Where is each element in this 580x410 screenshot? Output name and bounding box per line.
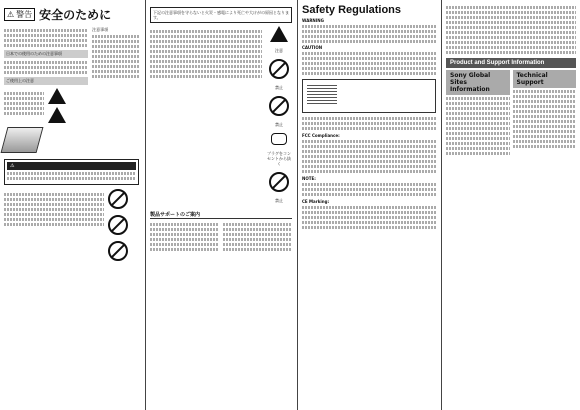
prohibition-icon: [269, 96, 289, 116]
prohibition-icon: [108, 215, 128, 235]
ce-heading: CE Marking:: [302, 199, 330, 204]
side-heading: 注意事項: [92, 27, 109, 32]
warning-triangle-icon: [48, 88, 66, 104]
product-support-title: Product and Support Information: [446, 58, 576, 68]
prohibited-label: 禁止: [275, 198, 283, 203]
fcc-section: [302, 133, 436, 173]
page-2: [146, 0, 296, 410]
warning-label: WARNING: [302, 18, 324, 23]
prohibition-icon: [108, 189, 128, 209]
note-heading: NOTE:: [302, 176, 316, 181]
caution-icon: [270, 26, 288, 42]
warning-bar: ⚠: [7, 162, 136, 170]
warning-box: [150, 7, 292, 23]
prohibited-label: 禁止: [275, 85, 283, 90]
page-title: Safety Regulations: [302, 4, 402, 16]
support-section: [150, 211, 292, 253]
tech-support-heading: Technical Support: [513, 70, 577, 88]
prohibition-icon: [108, 241, 128, 261]
page-title: 安全のために: [39, 8, 112, 22]
prohibited-label: 禁止: [275, 122, 283, 127]
label-image: [302, 79, 436, 113]
unplug-label: プラグをコンセントから抜く: [267, 151, 291, 166]
unplug-icon: [271, 133, 287, 145]
shaded-heading-2: ご使用上の注意: [4, 77, 88, 85]
support-title: 製品サポートのご案内: [150, 211, 292, 219]
warning-triangle-icon: ⚠: [7, 10, 15, 19]
prohibition-icon: [269, 172, 289, 192]
warning-box: [4, 159, 139, 185]
warning-badge: ⚠ 警告: [4, 8, 35, 21]
prohibition-icon: [269, 59, 289, 79]
global-sites-heading: Sony Global Sites Information: [446, 70, 510, 95]
warning-text: 下記の注意事項を守らないと火災・感電により死亡や大けがの原因となります。: [153, 10, 289, 20]
page-1: [0, 0, 143, 410]
ce-section: [302, 199, 436, 229]
device-illustration: [1, 127, 44, 153]
caution-label: CAUTION: [302, 45, 323, 50]
page-3: [298, 0, 440, 410]
shaded-heading-1: 日本での使用のための注意事項: [4, 50, 88, 58]
caution-label: 注意: [275, 48, 283, 53]
warning-triangle-icon: [48, 107, 66, 123]
page-4: [442, 0, 580, 410]
fcc-heading: FCC Compliance:: [302, 133, 340, 138]
